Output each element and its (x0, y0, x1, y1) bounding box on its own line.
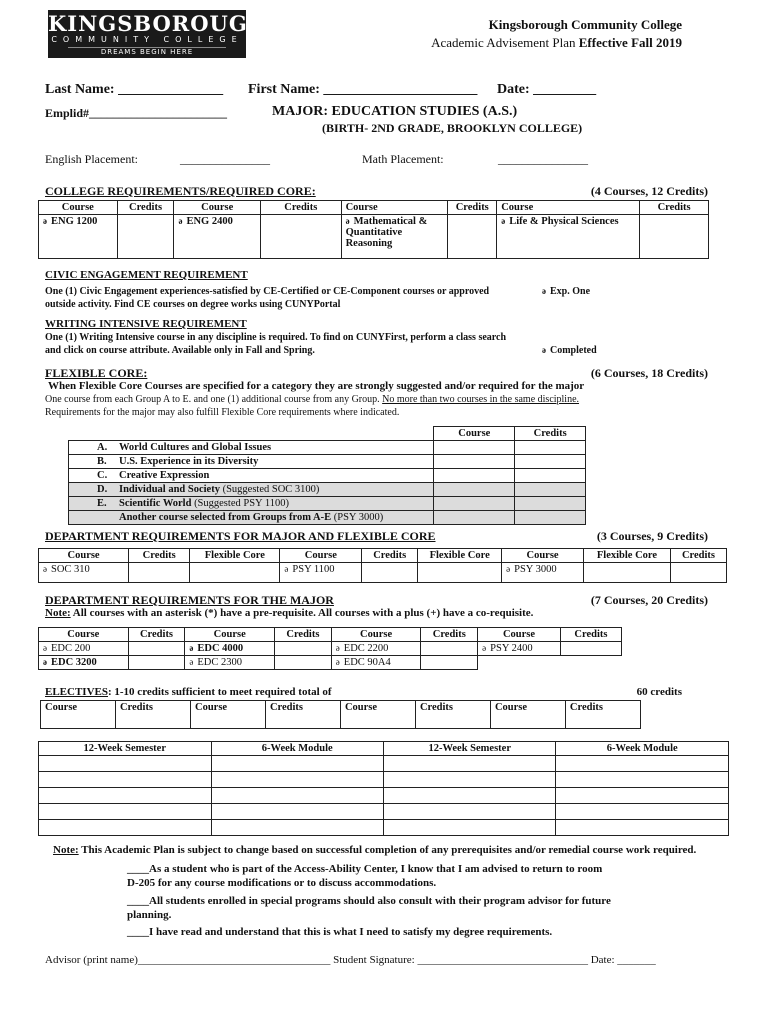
table-row (39, 642, 622, 656)
plan-effective: Effective Fall 2019 (578, 35, 682, 50)
credits-cell[interactable] (421, 642, 478, 656)
table-cell[interactable] (383, 772, 556, 788)
group-name: U.S. Experience in its Diversity (119, 456, 259, 467)
emplid-field[interactable]: Emplid#_______________________ (45, 106, 228, 120)
col-header: Course (331, 628, 421, 642)
electives-table (40, 700, 641, 729)
credits-cell[interactable] (448, 215, 497, 259)
col-header: Course (174, 201, 261, 215)
table-cell[interactable] (211, 788, 383, 804)
table-cell[interactable] (478, 642, 561, 656)
table-cell[interactable] (565, 715, 640, 729)
col-header: 6-Week Module (556, 742, 729, 756)
course-cell[interactable] (434, 497, 515, 511)
table-cell[interactable] (39, 656, 129, 670)
electives-text: : 1-10 credits sufficient to meet required total of (107, 686, 332, 698)
flexible-note-2 (45, 394, 579, 405)
dept-flex-summary: (3 Courses, 9 Credits) (596, 529, 708, 543)
plan-prefix: Academic Advisement Plan (431, 35, 579, 50)
group-suggestion: (Suggested SOC 3100) (219, 484, 320, 495)
col-header: Credits (128, 628, 185, 642)
student-signature-field[interactable]: Student Signature: _______________________________ (330, 954, 588, 966)
credits-cell[interactable] (362, 563, 418, 583)
electives-heading (45, 686, 332, 698)
electives-total: 60 credits (636, 686, 682, 698)
table-cell[interactable] (556, 756, 729, 772)
col-header: Credits (115, 701, 190, 715)
col-header: Credits (670, 549, 726, 563)
table-cell[interactable] (280, 563, 362, 583)
table-cell (478, 656, 561, 670)
table-cell[interactable] (383, 788, 556, 804)
col-header: Flexible Core (190, 549, 280, 563)
course-cell[interactable] (434, 441, 515, 455)
col-header: Course (478, 628, 561, 642)
credits-cell[interactable] (515, 469, 586, 483)
access-ability-statement[interactable] (127, 862, 602, 890)
table-cell[interactable] (39, 756, 212, 772)
civic-check-label: Exp. One (550, 286, 591, 297)
table-row (39, 563, 727, 583)
course-name: EDC 2200 (343, 643, 389, 654)
group-cell (69, 455, 434, 469)
logo-main: KINGSBOROUGH (48, 11, 269, 36)
writing-title: WRITING INTENSIVE REQUIREMENT (45, 318, 247, 330)
table-row (39, 820, 729, 836)
flexible-summary: (6 Courses, 18 Credits) (590, 366, 708, 380)
group-name: Creative Expression (119, 470, 210, 481)
credits-cell[interactable] (515, 511, 586, 525)
special-line-2: planning. (127, 909, 172, 921)
col-header: Credits (448, 201, 497, 215)
note-label: Note: (45, 607, 71, 619)
table-cell[interactable] (41, 715, 116, 729)
table-cell[interactable] (383, 820, 556, 836)
college-req-table (38, 200, 709, 259)
table-cell[interactable] (556, 804, 729, 820)
civic-title: CIVIC ENGAGEMENT REQUIREMENT (45, 269, 248, 281)
check-icon: ə (284, 564, 289, 574)
advisor-name-field[interactable]: Advisor (print name)___________________________________ (45, 954, 331, 966)
signature-date-field[interactable]: Date: _______ (587, 954, 656, 966)
table-header-row (39, 628, 622, 642)
group-letter: C. (97, 470, 108, 481)
flexible-note-3: Requirements for the major may also fulfill Flexible Core requirements where indicated. (45, 407, 400, 418)
table-cell[interactable] (556, 772, 729, 788)
col-header: Credits (515, 427, 586, 441)
table-cell[interactable] (211, 820, 383, 836)
col-header: Course (190, 701, 265, 715)
col-header: Course (340, 701, 415, 715)
col-header: Course (39, 201, 118, 215)
credits-cell[interactable] (128, 656, 185, 670)
electives-label: ELECTIVES (45, 686, 108, 698)
col-header: Course (185, 628, 275, 642)
group-cell (69, 469, 434, 483)
table-cell[interactable] (211, 804, 383, 820)
flex-group-row (69, 511, 586, 525)
table-cell[interactable] (383, 756, 556, 772)
table-cell[interactable] (340, 715, 415, 729)
col-header: Course (490, 701, 565, 715)
table-cell[interactable] (39, 820, 212, 836)
table-header-row (39, 201, 709, 215)
course-name: PSY 2400 (490, 643, 533, 654)
table-cell[interactable] (265, 715, 340, 729)
table-cell[interactable] (211, 772, 383, 788)
col-header: Credits (260, 201, 341, 215)
col-header: 12-Week Semester (383, 742, 556, 756)
table-header-row (39, 549, 727, 563)
col-header: Credits (640, 201, 709, 215)
table-cell[interactable] (39, 563, 129, 583)
col-header: Flexible Core (418, 549, 502, 563)
course-name: EDC 4000 (197, 643, 244, 654)
group-name: World Cultures and Global Issues (119, 442, 272, 453)
table-row (39, 788, 729, 804)
group-letter: B. (97, 456, 107, 467)
col-header: Credits (415, 701, 490, 715)
dept-flex-table (38, 548, 727, 583)
table-cell[interactable] (415, 715, 490, 729)
credits-cell[interactable] (640, 215, 709, 259)
special-programs-statement[interactable] (127, 894, 611, 922)
plan-title (431, 35, 682, 51)
col-header: Course (41, 701, 116, 715)
course-name: EDC 200 (51, 643, 91, 654)
table-row (39, 656, 622, 670)
flex-cell[interactable] (190, 563, 280, 583)
flexible-note-2b: No more than two courses in the same discipline. (382, 394, 580, 405)
course-name: PSY 3000 (514, 564, 557, 575)
table-cell[interactable] (115, 715, 190, 729)
table-cell[interactable] (331, 642, 421, 656)
table-header-row (69, 427, 586, 441)
col-header: Flexible Core (583, 549, 670, 563)
flexible-title: FLEXIBLE CORE: (45, 366, 148, 380)
credits-cell[interactable] (128, 642, 185, 656)
credits-cell[interactable] (515, 455, 586, 469)
dept-major-note (45, 607, 533, 619)
course-cell[interactable] (434, 511, 515, 525)
check-icon: ə (43, 643, 47, 653)
group-suggestion: (Suggested PSY 1100) (191, 498, 289, 509)
logo-sub: COMMUNITY COLLEGE (51, 35, 243, 44)
check-icon: ə (506, 564, 511, 574)
check-icon: ə (335, 643, 340, 653)
access-line-1: ____As a student who is part of the Access-Ability Center, I know that I am advised to return to room (127, 863, 603, 875)
table-cell[interactable] (190, 715, 265, 729)
table-cell[interactable] (174, 215, 261, 259)
flex-cell[interactable] (418, 563, 502, 583)
dept-major-summary: (7 Courses, 20 Credits) (590, 593, 708, 607)
check-icon: ə (542, 345, 546, 355)
group-letter: E. (97, 498, 107, 509)
table-cell[interactable] (185, 642, 275, 656)
flexible-table (68, 426, 586, 525)
group-name: Individual and Society (119, 484, 220, 495)
english-placement-label: English Placement: (45, 152, 138, 166)
course-name: SOC 310 (51, 564, 90, 575)
course-cell[interactable] (434, 455, 515, 469)
col-header: Course (497, 201, 640, 215)
special-line-1: ____All students enrolled in special programs should also consult with their program advisor for future (127, 895, 611, 907)
credits-cell[interactable] (515, 441, 586, 455)
table-cell (69, 427, 434, 441)
col-header: Credits (129, 549, 190, 563)
course-name: EDC 2300 (197, 657, 243, 668)
group-cell (69, 483, 434, 497)
flex-group-row (69, 469, 586, 483)
check-icon: ə (43, 216, 47, 226)
table-cell[interactable] (556, 820, 729, 836)
col-header: Course (341, 201, 448, 215)
table-row (39, 215, 709, 259)
col-header: Course (434, 427, 515, 441)
check-icon: ə (189, 643, 194, 653)
check-icon: ə (345, 216, 350, 226)
credits-cell[interactable] (670, 563, 726, 583)
table-cell[interactable] (39, 215, 118, 259)
table-cell[interactable] (497, 215, 640, 259)
table-cell[interactable] (39, 642, 129, 656)
flex-group-row (69, 497, 586, 511)
writing-check-label: Completed (550, 345, 597, 356)
note-text: This Academic Plan is subject to change based on successful completion of any prerequisites and/or remedial course work required. (78, 844, 697, 856)
table-row (41, 715, 641, 729)
dept-flex-title: DEPARTMENT REQUIREMENTS FOR MAJOR AND FLEXIBLE CORE (45, 529, 436, 543)
check-icon: ə (335, 657, 340, 667)
flexible-note-2a: One course from each Group A to E. and one (1) additional course from any Group. (45, 394, 383, 405)
course-cell[interactable] (434, 483, 515, 497)
civic-text: One (1) Civic Engagement experiences-satisfied by CE-Certified or CE-Component courses or approved outside activity. Find CE courses on degree works using CUNYPortal (45, 286, 490, 310)
table-row (39, 804, 729, 820)
access-line-2: D-205 for any course modifications or to discuss accommodations. (127, 877, 437, 889)
col-header: Credits (362, 549, 418, 563)
group-suggestion: (PSY 3000) (331, 512, 384, 523)
footer-note (53, 844, 696, 856)
civic-check[interactable] (542, 286, 590, 297)
course-name: ENG 2400 (186, 216, 233, 227)
date-field[interactable]: Date: _________ (497, 82, 597, 97)
flex-group-row (69, 441, 586, 455)
table-header-row (41, 701, 641, 715)
table-row (39, 772, 729, 788)
col-header: Course (502, 549, 584, 563)
first-name-field[interactable]: First Name: ______________________ (248, 82, 478, 97)
col-header: Course (39, 549, 129, 563)
signature-line (45, 954, 656, 966)
credits-cell[interactable] (117, 215, 174, 259)
note-label: Note: (53, 844, 79, 856)
group-name: Scientific World (119, 498, 192, 509)
group-cell (69, 511, 434, 525)
table-cell[interactable] (39, 788, 212, 804)
course-name: ENG 1200 (51, 216, 98, 227)
table-cell[interactable] (490, 715, 565, 729)
col-header: Credits (275, 628, 332, 642)
understand-statement[interactable]: ____I have read and understand that this is what I need to satisfy my degree requirements. (127, 926, 553, 938)
check-icon: ə (501, 216, 506, 226)
check-icon: ə (43, 657, 47, 667)
table-cell[interactable] (556, 788, 729, 804)
math-placement-label: Math Placement: (362, 152, 444, 166)
note-text: All courses with an asterisk (*) have a pre-requisite. All courses with a plus (+) have a co-requisite. (70, 607, 534, 619)
table-cell[interactable] (502, 563, 584, 583)
col-header: Credits (117, 201, 174, 215)
group-letter: D. (97, 484, 108, 495)
credits-cell[interactable] (515, 483, 586, 497)
group-name: Another course selected from Groups from A-E (119, 512, 332, 523)
col-header: Credits (560, 628, 621, 642)
college-req-title: COLLEGE REQUIREMENTS/REQUIRED CORE: (45, 184, 316, 198)
table-cell[interactable] (383, 804, 556, 820)
col-header: 6-Week Module (211, 742, 383, 756)
col-header: Credits (265, 701, 340, 715)
table-cell (560, 656, 621, 670)
check-icon: ə (189, 657, 194, 667)
credits-cell[interactable] (129, 563, 190, 583)
flex-group-row (69, 455, 586, 469)
table-cell[interactable] (185, 656, 275, 670)
check-icon: ə (178, 216, 183, 226)
col-header: Course (280, 549, 362, 563)
flex-group-row (69, 483, 586, 497)
table-cell[interactable] (39, 772, 212, 788)
schedule-table (38, 741, 729, 836)
major-title: MAJOR: EDUCATION STUDIES (A.S.) (272, 104, 518, 119)
group-letter: A. (97, 442, 108, 453)
major-subtitle: (BIRTH- 2ND GRADE, BROOKLYN COLLEGE) (322, 121, 583, 135)
college-req-summary: (4 Courses, 12 Credits) (590, 184, 708, 198)
flexible-note-1: When Flexible Core Courses are specified for a category they are strongly suggested and/or required for the major (48, 380, 585, 392)
dept-major-table (38, 627, 622, 670)
table-cell[interactable] (39, 804, 212, 820)
credits-cell[interactable] (275, 656, 332, 670)
writing-check[interactable] (542, 345, 597, 356)
course-cell[interactable] (434, 469, 515, 483)
col-header: Course (39, 628, 129, 642)
group-cell (69, 497, 434, 511)
last-name-field[interactable]: Last Name: _______________ (45, 82, 224, 97)
course-name: Mathematical & Quantitative Reasoning (345, 216, 428, 249)
college-logo (48, 10, 269, 58)
course-name: EDC 90A4 (343, 657, 391, 668)
logo-tagline: DREAMS BEGIN HERE (68, 47, 226, 57)
college-name: Kingsborough Community College (488, 17, 682, 32)
dept-major-title: DEPARTMENT REQUIREMENTS FOR THE MAJOR (45, 593, 334, 607)
check-icon: ə (482, 643, 487, 653)
table-cell[interactable] (211, 756, 383, 772)
course-name: EDC 3200 (51, 657, 97, 668)
table-cell[interactable] (331, 656, 421, 670)
credits-cell[interactable] (515, 497, 586, 511)
check-icon: ə (43, 564, 47, 574)
col-header: Credits (421, 628, 478, 642)
group-cell (69, 441, 434, 455)
credits-cell[interactable] (260, 215, 341, 259)
credits-cell[interactable] (560, 642, 621, 656)
col-header: Credits (565, 701, 640, 715)
col-header: 12-Week Semester (39, 742, 212, 756)
check-icon: ə (542, 286, 546, 296)
credits-cell[interactable] (275, 642, 332, 656)
table-cell[interactable] (341, 215, 448, 259)
flex-cell[interactable] (583, 563, 670, 583)
credits-cell[interactable] (421, 656, 478, 670)
course-name: Life & Physical Sciences (509, 216, 619, 227)
math-placement-field[interactable]: _______________ (498, 152, 588, 166)
writing-text: One (1) Writing Intensive course in any discipline is required. To find on CUNYFirst, perform a class search and click on course attribute. Available only in Fall and Spring. (45, 332, 507, 356)
table-row (39, 756, 729, 772)
course-name: PSY 1100 (292, 564, 335, 575)
table-header-row (39, 742, 729, 756)
english-placement-field[interactable]: _______________ (180, 152, 270, 166)
